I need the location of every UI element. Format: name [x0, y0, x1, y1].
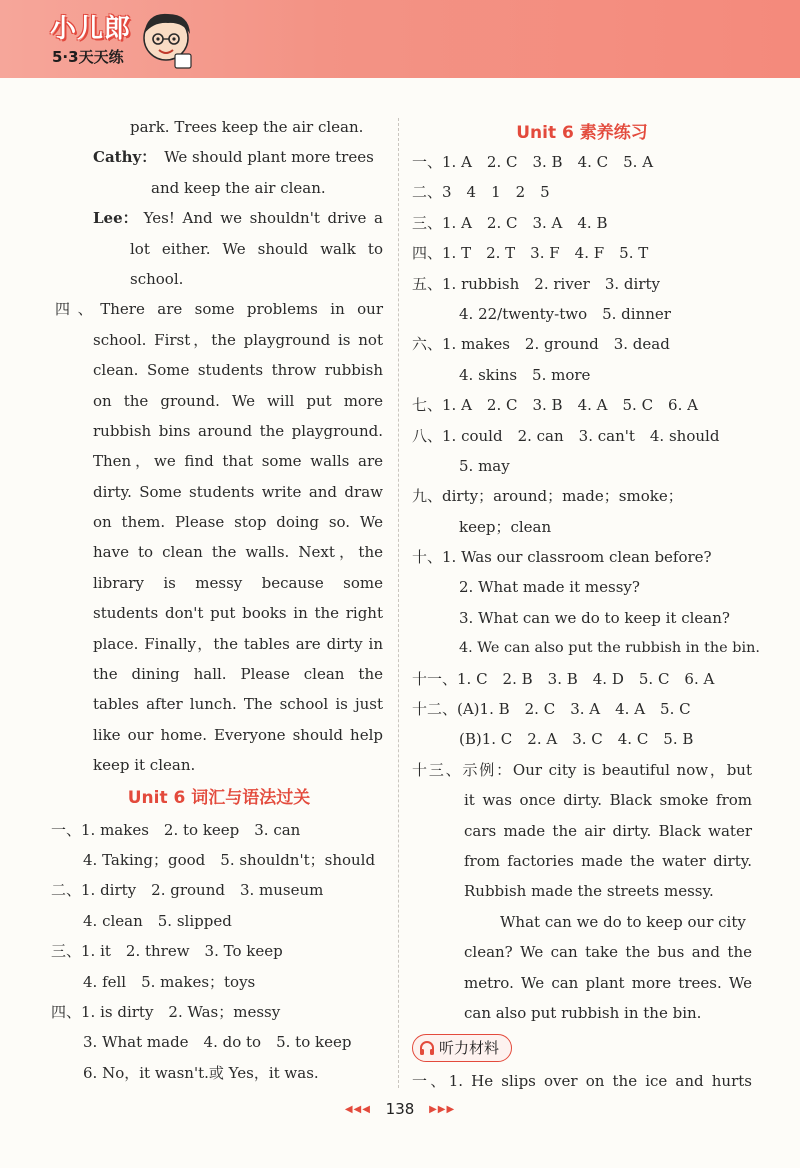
headphones-icon	[419, 1040, 435, 1056]
prev-arrows-icon: ◀◀◀	[344, 1104, 371, 1115]
answer-line: 4. clean 5. slipped	[83, 911, 232, 930]
essay-line: school. First，the playground is not	[93, 330, 383, 349]
answer-line: 6. No，it wasn't.或 Yes，it was.	[83, 1063, 319, 1082]
answer-line: 十三、示例：Our city is beautiful now，but	[412, 760, 752, 779]
answer-line: 七、1. A 2. C 3. B 4. A 5. C 6. A	[412, 396, 698, 415]
dialogue-line: and keep the air clean.	[151, 178, 326, 197]
dialogue-line: lot either. We should walk to	[130, 239, 383, 258]
next-arrows-icon: ▶▶▶	[429, 1104, 456, 1115]
answer-line: 3. What can we do to keep it clean?	[459, 608, 730, 627]
essay-line: on them. Please stop doing so. We	[93, 513, 383, 532]
answer-line: 一、1. makes 2. to keep 3. can	[51, 820, 301, 839]
answer-line: 4. 22/twenty-two 5. dinner	[459, 304, 671, 323]
answer-line: from factories made the water dirty.	[464, 851, 752, 870]
right-column	[412, 116, 760, 1097]
answer-line: 一、1. A 2. C 3. B 4. C 5. A	[412, 153, 654, 171]
answer-line: 九、dirty；around；made；smoke；	[412, 487, 683, 506]
answer-line: metro. We can plant more trees. We	[464, 973, 752, 992]
answer-line: What can we do to keep our city	[500, 912, 746, 931]
answer-line: clean? We can take the bus and the	[464, 943, 752, 962]
answer-line: 十二、(A)1. B 2. C 3. A 4. A 5. C	[412, 700, 691, 719]
answer-line: can also put rubbish in the bin.	[464, 1003, 702, 1022]
answer-line: 4. skins 5. more	[459, 365, 591, 384]
listening-line: 一、1. He slips over on the ice and hurts	[412, 1072, 752, 1091]
answer-line: 三、1. it 2. threw 3. To keep	[51, 942, 283, 961]
answer-line: Rubbish made the streets messy.	[464, 882, 714, 901]
dialogue-line: Cathy： We should plant more trees	[93, 148, 374, 167]
answer-line: cars made the air dirty. Black water	[464, 821, 752, 840]
dialogue-line: school.	[130, 269, 184, 288]
essay-line: library is messy because some	[93, 573, 383, 592]
essay-line: 四、There are some problems in our	[55, 300, 383, 319]
answer-line: 十、1. Was our classroom clean before?	[412, 548, 712, 567]
answer-line: 八、1. could 2. can 3. can't 4. should	[412, 426, 720, 445]
brand-logo	[50, 6, 190, 76]
answer-line: 四、1. is dirty 2. Was；messy	[51, 1002, 281, 1021]
essay-line: like our home. Everyone should help	[93, 725, 383, 744]
answer-line: 五、1. rubbish 2. river 3. dirty	[412, 274, 660, 293]
section-title-practice: Unit 6 素养练习	[516, 123, 648, 143]
answer-line: 十一、1. C 2. B 3. B 4. D 5. C 6. A	[412, 669, 715, 688]
answer-line: 5. may	[459, 456, 510, 475]
answer-line: 4. We can also put the rubbish in the bin.	[459, 640, 760, 657]
essay-line: place. Finally，the tables are dirty in	[93, 634, 383, 653]
page-number: 138	[385, 1100, 415, 1118]
column-divider	[398, 118, 399, 1088]
answer-line: 2. What made it messy?	[459, 578, 640, 597]
left-column	[51, 112, 383, 1088]
answer-line: 4. fell 5. makes；toys	[83, 972, 256, 991]
essay-line: tables after lunch. The school is just	[93, 695, 383, 714]
essay-line: on the ground. We will put more	[93, 391, 383, 410]
answer-line: 3. What made 4. do to 5. to keep	[83, 1033, 352, 1052]
answer-line: 4. Taking；good 5. shouldn't；should	[83, 850, 376, 869]
answer-line: 六、1. makes 2. ground 3. dead	[412, 335, 670, 354]
listening-badge	[412, 1028, 752, 1066]
answer-line: keep；clean	[459, 517, 552, 536]
listening-label: 听力材料	[439, 1039, 500, 1058]
essay-line: keep it clean.	[93, 756, 196, 775]
essay-line: rubbish bins around the playground.	[93, 421, 383, 440]
answer-line: 三、1. A 2. C 3. A 4. B	[412, 213, 608, 232]
essay-line: Then，we find that some walls are	[93, 452, 383, 471]
section-title-vocab: Unit 6 词汇与语法过关	[127, 787, 311, 808]
essay-line: the dining hall. Please clean the	[93, 665, 383, 684]
essay-line: dirty. Some students write and draw	[93, 482, 383, 501]
mascot-icon	[135, 6, 197, 74]
page-footer	[0, 1100, 800, 1118]
essay-line: clean. Some students throw rubbish	[93, 361, 383, 380]
answer-line: 二、3 4 1 2 5	[412, 183, 550, 202]
answer-line: 二、1. dirty 2. ground 3. museum	[51, 881, 324, 900]
dialogue-line: Lee： Yes! And we shouldn't drive a	[93, 209, 383, 228]
logo-subtitle: 5·3天天练	[52, 48, 124, 66]
answer-line: it was once dirty. Black smoke from	[464, 791, 752, 810]
dialogue-line: park. Trees keep the air clean.	[130, 118, 364, 136]
essay-line: students don't put books in the right	[93, 604, 383, 623]
answer-line: 四、1. T 2. T 3. F 4. F 5. T	[412, 244, 649, 263]
logo-title: 小儿郎	[50, 14, 132, 44]
essay-line: have to clean the walls. Next，the	[93, 543, 383, 562]
answer-line: (B)1. C 2. A 3. C 4. C 5. B	[459, 730, 694, 749]
